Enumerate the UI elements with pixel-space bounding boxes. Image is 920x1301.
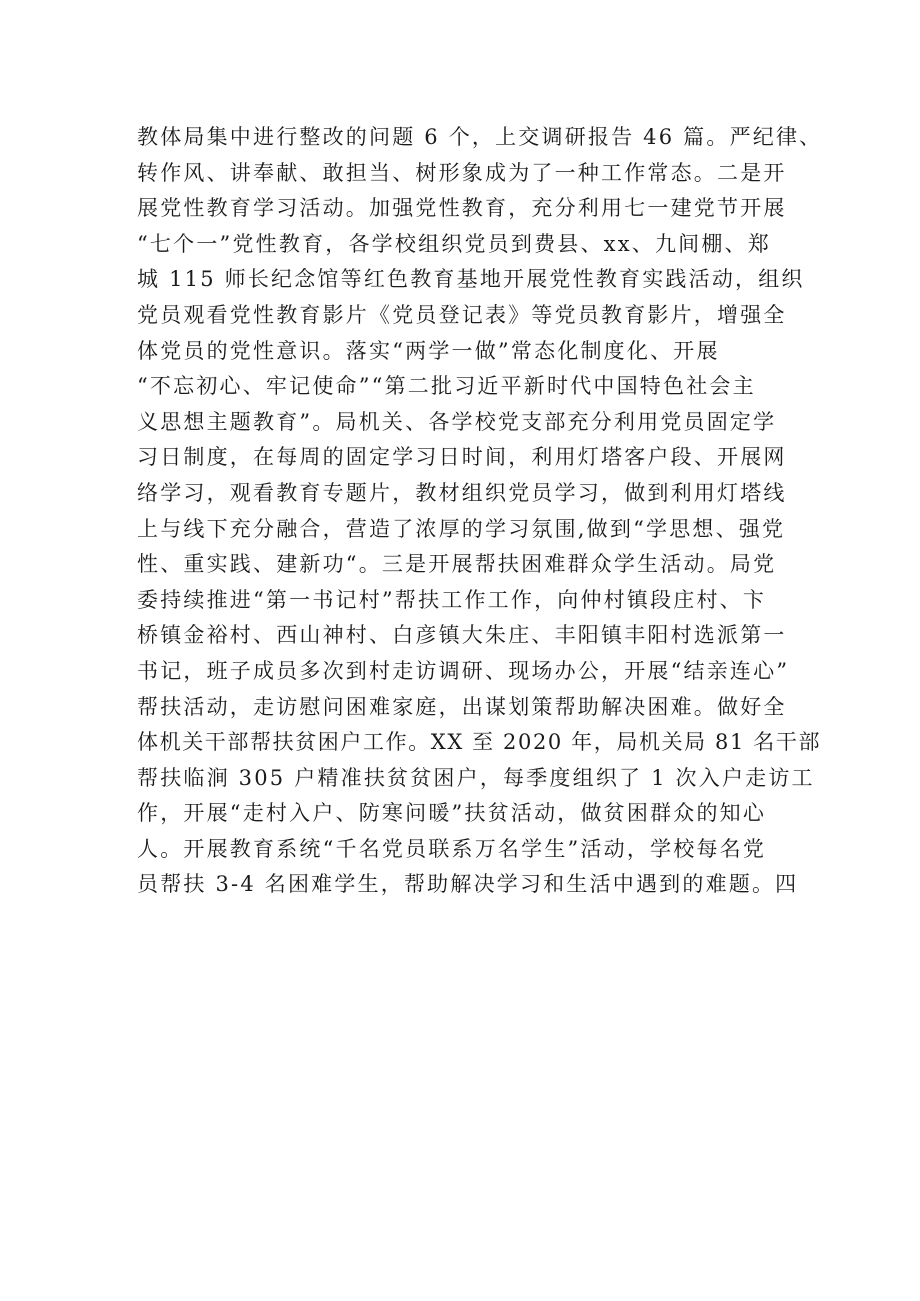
text-line-9: 义思想主题教育”。局机关、各学校党支部充分利用党员固定学 xyxy=(137,409,777,434)
text-line-4: “七个一”党性教育，各学校组织党员到费县、xx、九间棚、郑 xyxy=(137,231,771,256)
text-line-15: 桥镇金裕村、西山神村、白彦镇大朱庄、丰阳镇丰阳村选派第一 xyxy=(137,623,787,648)
text-line-19: 帮扶临涧 305 户精准扶贫贫困户，每季度组织了 1 次入户走访工 xyxy=(137,765,815,790)
text-line-13: 性、重实践、建新功“。三是开展帮扶困难群众学生活动。局党 xyxy=(137,552,777,577)
text-line-1: 教体局集中进行整改的问题 6 个，上交调研报告 46 篇。严纪律、 xyxy=(137,125,823,149)
text-line-21: 人。开展教育系统“千名党员联系万名学生”活动，学校每名党 xyxy=(137,836,767,861)
text-line-8: “不忘初心、牢记使命”“第二批习近平新时代中国特色社会主 xyxy=(137,374,756,399)
text-line-7: 体党员的党性意识。落实“两学一做”常态化制度化、开展 xyxy=(137,338,720,363)
text-line-5: 城 115 师长纪念馆等红色教育基地开展党性教育实践活动，组织 xyxy=(137,267,805,292)
text-line-16: 书记，班子成员多次到村走访调研、现场办公，开展“结亲连心” xyxy=(137,658,790,683)
text-line-22: 员帮扶 3-4 名困难学生，帮助解决学习和生活中遇到的难题。四 xyxy=(137,872,799,897)
text-line-10: 习日制度，在每周的固定学习日时间，利用灯塔客户段、开展网 xyxy=(137,445,787,470)
text-line-12: 上与线下充分融合，营造了浓厚的学习氛围,做到“学思想、强党 xyxy=(137,516,786,541)
text-line-14: 委持续推进“第一书记村”帮扶工作工作，向仲村镇段庄村、卞 xyxy=(137,587,767,612)
text-line-3: 展党性教育学习活动。加强党性教育，充分利用七一建党节开展 xyxy=(137,196,787,221)
text-line-17: 帮扶活动，走访慰问困难家庭，出谋划策帮助解决困难。做好全 xyxy=(137,694,787,719)
body-text xyxy=(137,120,827,903)
text-line-20: 作，开展“走村入户、防寒问暖”扶贫活动，做贫困群众的知心 xyxy=(137,801,767,826)
text-line-6: 党员观看党性教育影片《党员登记表》等党员教育影片，增强全 xyxy=(137,302,787,327)
text-line-18: 体机关干部帮扶贫困户工作。XX 至 2020 年，局机关局 81 名干部 xyxy=(137,730,822,755)
text-line-11: 络学习，观看教育专题片，教材组织党员学习，做到利用灯塔线 xyxy=(137,480,787,505)
text-line-2: 转作风、讲奉献、敢担当、树形象成为了一种工作常态。二是开 xyxy=(137,160,787,185)
